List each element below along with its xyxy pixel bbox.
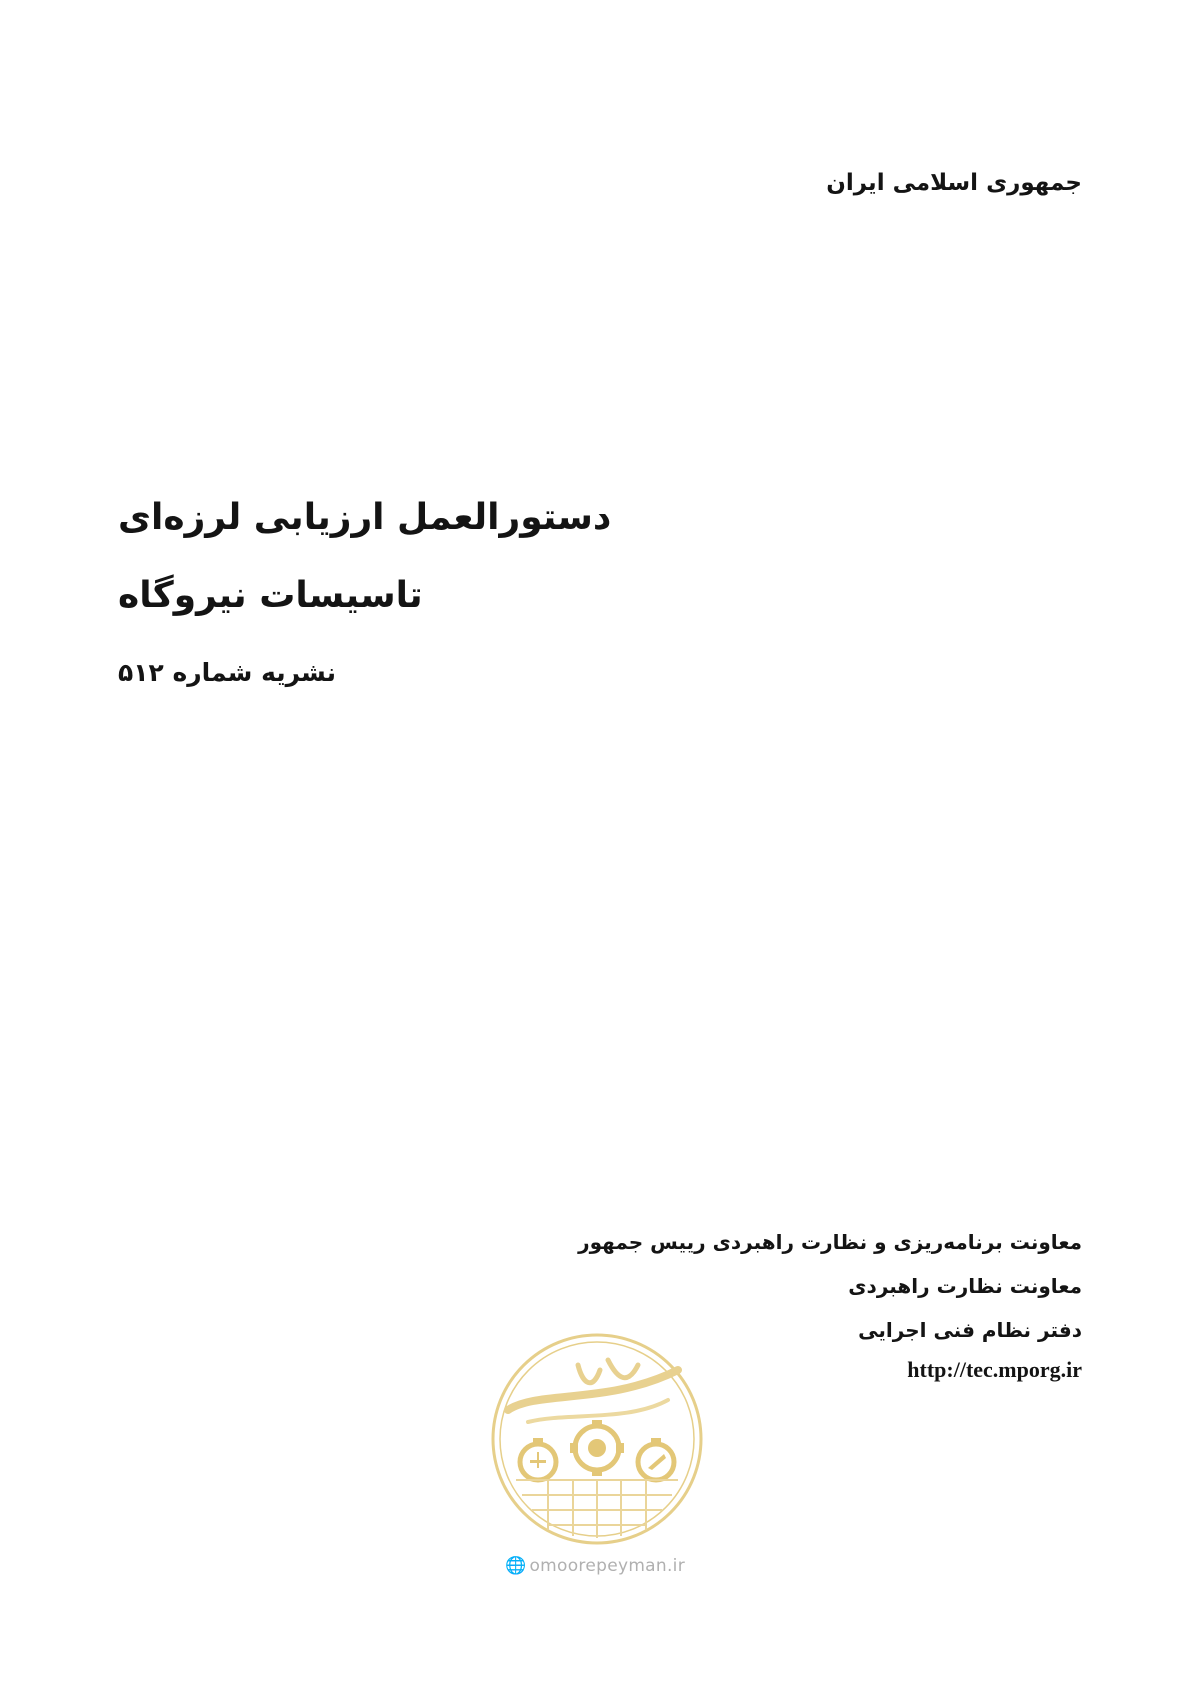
watermark-site xyxy=(505,1556,685,1576)
publisher-url[interactable]: http://tec.mporg.ir xyxy=(907,1357,1082,1382)
document-title-line-1: دستورالعمل ارزیابی لرزه‌ای xyxy=(118,497,612,538)
document-title-line-2: تاسیسات نیروگاه xyxy=(118,575,423,616)
publisher-line-1: معاونت برنامه‌ریزی و نظارت راهبردی رییس جمهور xyxy=(578,1230,1082,1254)
country-name: جمهوری اسلامی ایران xyxy=(826,170,1082,196)
publisher-line-2: معاونت نظارت راهبردی xyxy=(848,1274,1082,1298)
watermark-site-text: omoorepeyman.ir xyxy=(529,1556,685,1576)
watermark-seal xyxy=(488,1330,706,1548)
publisher-line-3: دفتر نظام فنی اجرایی xyxy=(858,1318,1082,1342)
publication-number: نشریه شماره ۵۱۲ xyxy=(118,658,336,687)
globe-icon: 🌐 xyxy=(505,1556,527,1576)
